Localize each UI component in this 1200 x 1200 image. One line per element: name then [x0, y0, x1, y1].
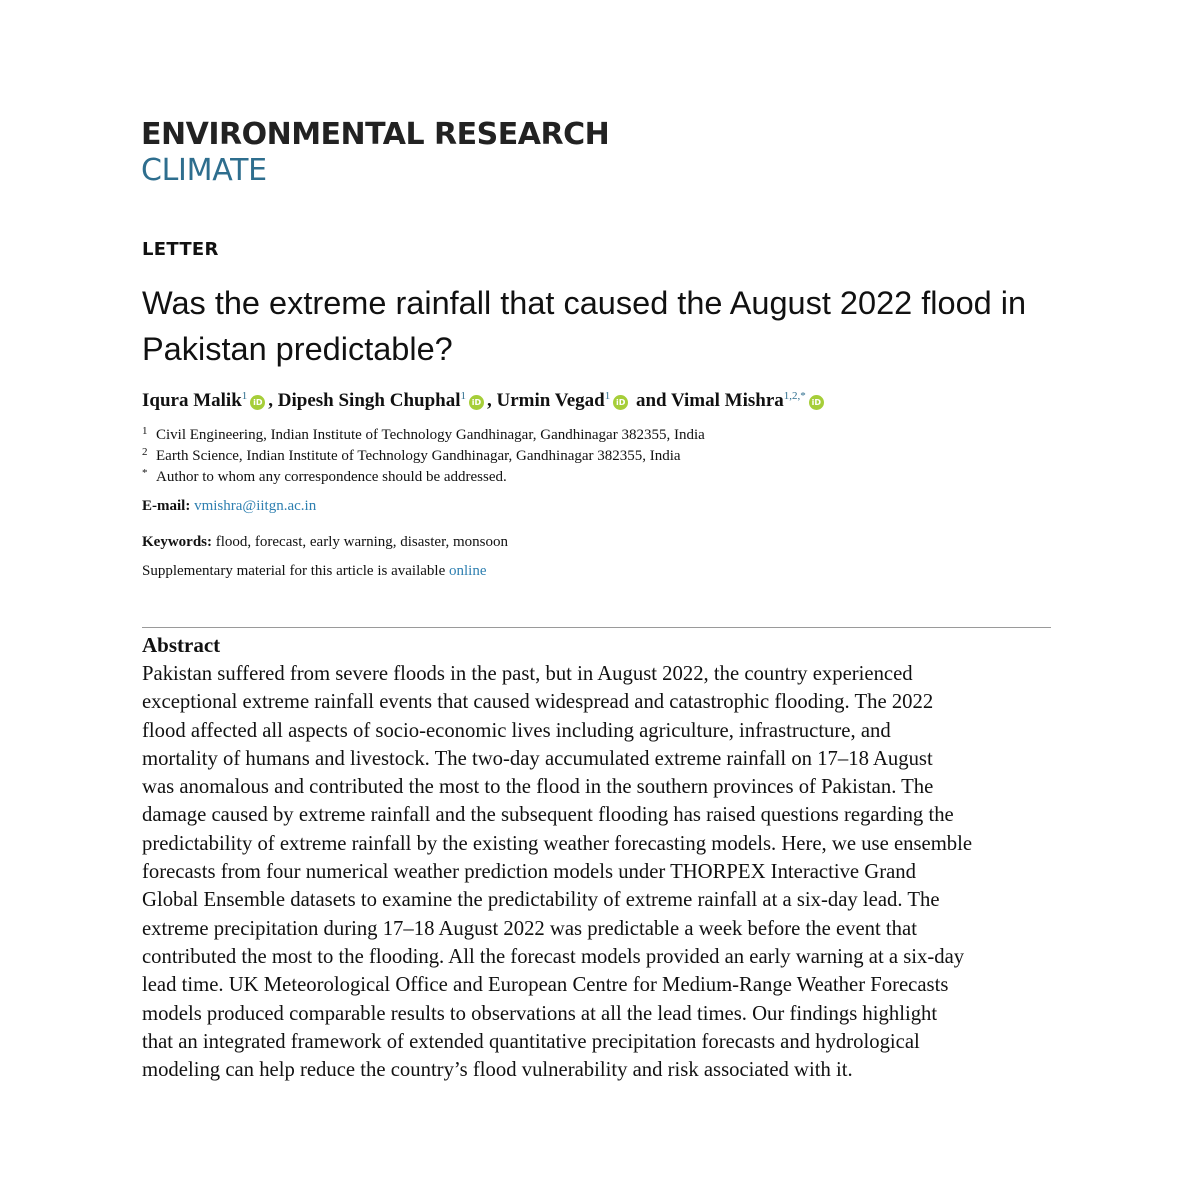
author-affiliation-mark: 1: [460, 390, 466, 402]
abstract-line: predictability of extreme rainfall by the existing weather forecasting models. Here, we use ensemble: [142, 832, 973, 855]
supplementary-text: Supplementary material for this article is available: [142, 563, 446, 579]
affiliation-item: [142, 446, 705, 467]
affiliation-item: [142, 425, 705, 446]
journal-name-line2: CLIMATE: [141, 153, 267, 188]
affiliation-mark: *: [142, 467, 148, 479]
journal-name-line1: ENVIRONMENTAL RESEARCH: [141, 117, 610, 152]
abstract-body: [142, 660, 1062, 1084]
abstract-line: mortality of humans and livestock. The two-day accumulated extreme rainfall on 17–18 August: [142, 747, 933, 770]
affiliation-text: Author to whom any correspondence should be addressed.: [156, 469, 507, 485]
abstract-line: forecasts from four numerical weather prediction models under THORPEX Interactive Grand: [142, 861, 916, 884]
section-divider: [142, 627, 1051, 628]
orcid-icon[interactable]: iD: [809, 395, 824, 410]
title-line: Pakistan predictable?: [142, 331, 453, 367]
abstract-line: models produced comparable results to observations at all the lead times. Our findings highlight: [142, 1002, 938, 1025]
author-affiliation-mark: 1: [241, 390, 248, 402]
journal-logo: [141, 117, 610, 188]
keywords-text: flood, forecast, early warning, disaster, monsoon: [215, 534, 508, 550]
abstract-line: modeling can help reduce the country’s flood vulnerability and risk associated with it.: [142, 1059, 853, 1082]
author-affiliation-mark: 1: [604, 390, 611, 402]
author-name[interactable]: Dipesh Singh Chuphal: [277, 390, 461, 411]
author-name[interactable]: Vimal Mishra: [671, 390, 784, 411]
author-affiliation-mark: 1,2,*: [783, 390, 806, 402]
affiliation-list: [142, 425, 705, 488]
abstract-heading: Abstract: [142, 633, 221, 657]
article-title: [142, 280, 1042, 372]
abstract-line: contributed the most to the flooding. All the forecast models provided an early warning at a six-day: [142, 945, 965, 968]
article-type: LETTER: [142, 239, 219, 260]
abstract-line: exceptional extreme rainfall events that caused widespread and catastrophic flooding. The 2022: [142, 691, 934, 714]
author-list: [142, 390, 1062, 412]
author-separator: and: [631, 390, 672, 411]
email-link[interactable]: vmishra@iitgn.ac.in: [194, 498, 317, 514]
abstract-line: extreme precipitation during 17–18 August 2022 was predictable a week before the event that: [142, 917, 917, 940]
affiliation-text: Civil Engineering, Indian Institute of Technology Gandhinagar, Gandhinagar 382355, India: [156, 427, 705, 443]
author-name[interactable]: Urmin Vegad: [496, 390, 605, 411]
abstract-line: Pakistan suffered from severe floods in the past, but in August 2022, the country experienced: [142, 663, 913, 685]
affiliation-text: Earth Science, Indian Institute of Technology Gandhinagar, Gandhinagar 382355, India: [156, 448, 681, 464]
affiliation-mark: 2: [142, 446, 148, 458]
title-line: Was the extreme rainfall that caused the August 2022 flood in: [142, 285, 1027, 321]
affiliation-mark: 1: [142, 425, 148, 437]
author-separator: ,: [487, 390, 497, 411]
orcid-icon[interactable]: iD: [613, 395, 628, 410]
author-separator: ,: [268, 390, 278, 411]
abstract-line: that an integrated framework of extended quantitative precipitation forecasts and hydrological: [142, 1030, 920, 1053]
affiliation-item: [142, 467, 705, 488]
abstract-line: was anomalous and contributed the most to the flood in the southern provinces of Pakistan. The: [142, 776, 934, 799]
abstract-line: damage caused by extreme rainfall and the subsequent flooding has raised questions regarding the: [142, 804, 954, 827]
supplementary-link[interactable]: online: [448, 563, 487, 579]
abstract-line: Global Ensemble datasets to examine the predictability of extreme rainfall at a six-day lead. The: [142, 889, 940, 912]
email-line: [142, 498, 316, 515]
keywords-line: [142, 534, 508, 551]
abstract-line: flood affected all aspects of socio-economic lives including agriculture, infrastructure, and: [142, 719, 891, 742]
supplementary-line: [142, 563, 486, 580]
email-label: E-mail:: [142, 498, 191, 514]
author-name[interactable]: Iqura Malik: [142, 390, 242, 411]
orcid-icon[interactable]: iD: [469, 395, 484, 410]
orcid-icon[interactable]: iD: [250, 395, 265, 410]
abstract-line: lead time. UK Meteorological Office and European Centre for Medium-Range Weather Forecasts: [142, 974, 949, 997]
keywords-label: Keywords:: [142, 534, 212, 550]
